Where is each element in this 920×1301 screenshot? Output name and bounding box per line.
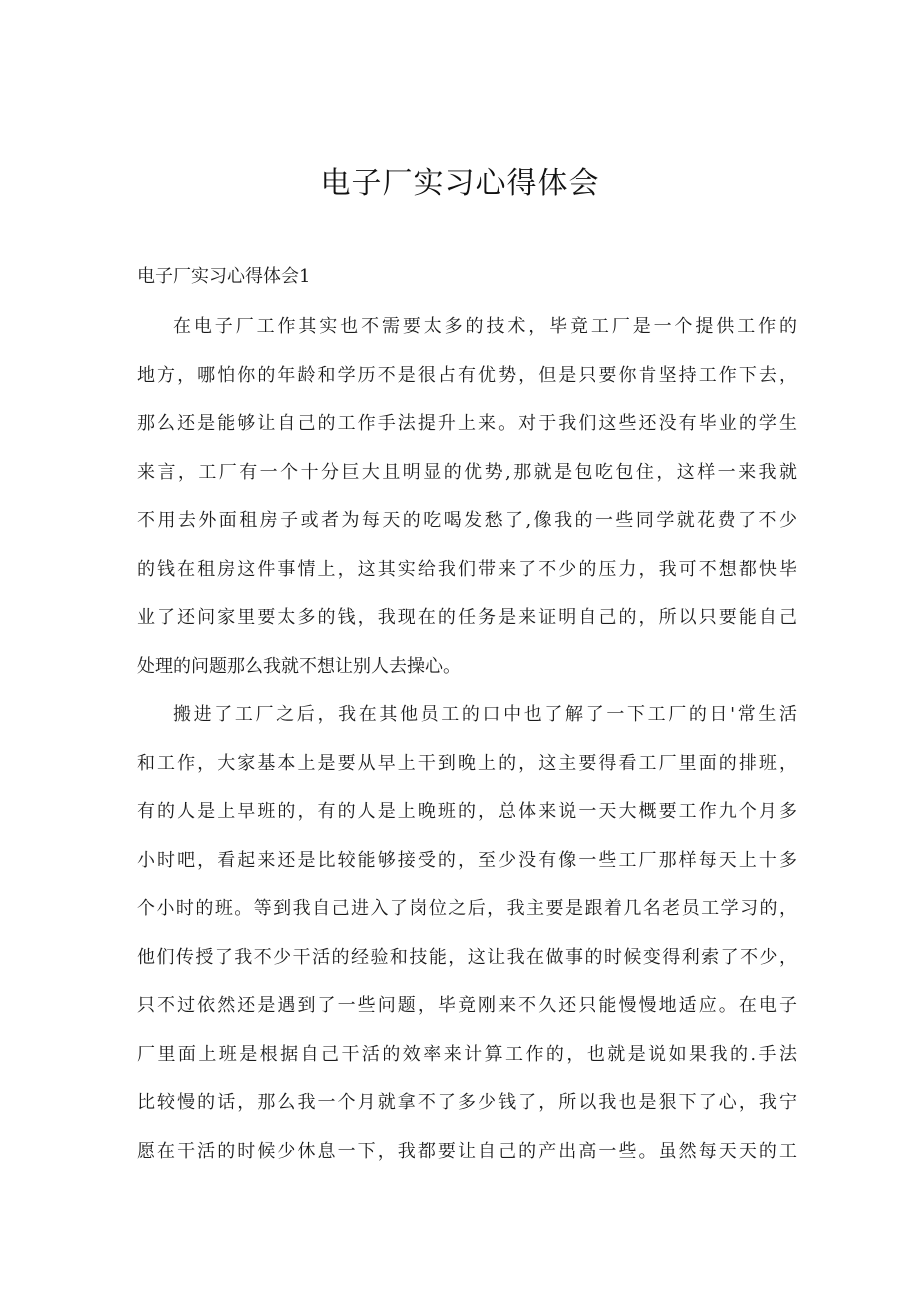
paragraph-1: [137, 303, 797, 691]
paragraph-line: 业了还问家里要太多的钱，我现在的任务是来证明自己的，所以只要能自己: [137, 607, 797, 628]
paragraph-line: 厂里面上班是根据自己干活的效率来计算工作的，也就是说如果我的.手法: [137, 1043, 797, 1065]
paragraph-line: 搬进了工厂之后，我在其他员工的口中也了解了一下工厂的日'常生活: [173, 704, 797, 725]
document-title: 电子厂实习心得体会: [320, 166, 600, 201]
paragraph-line: 和工作，大家基本上是要从早上干到晚上的，这主要得看工厂里面的排班，: [137, 752, 797, 774]
paragraph-line: 愿在干活的时候少休息一下，我都要让自己的产出高一些。虽然每天天的工: [137, 1140, 797, 1162]
paragraph-line: 他们传授了我不少干活的经验和技能，这让我在做事的时候变得利索了不少，: [137, 946, 797, 968]
paragraph-line: 那么还是能够让自己的工作手法提升上来。对于我们这些还没有毕业的学生: [137, 413, 797, 434]
paragraph-2: [137, 691, 797, 1176]
paragraph-line: 比较慢的话，那么我一个月就拿不了多少钱了，所以我也是狠下了心，我宁: [137, 1092, 797, 1113]
paragraph-line: 处理的问题那么我就不想让别人去操心。: [137, 655, 461, 677]
paragraph-line: 不用去外面租房子或者为每天的吃喝发愁了,像我的一些同学就花费了不少: [137, 510, 797, 531]
section-heading: 电子厂实习心得体会1: [137, 266, 311, 287]
paragraph-line: 个小时的班。等到我自己进入了岗位之后，我主要是跟着几名老员工学习的，: [137, 898, 797, 919]
paragraph-line: 来言，工厂有一个十分巨大且明显的优势,那就是包吃包住，这样一来我就: [137, 461, 797, 483]
paragraph-line: 有的人是上早班的，有的人是上晚班的，总体来说一天大概要工作九个月多: [137, 801, 797, 822]
paragraph-line: 在电子厂工作其实也不需要太多的技术，毕竟工厂是一个提供工作的: [173, 316, 797, 337]
paragraph-line: 地方，哪怕你的年龄和学历不是很占有优势，但是只要你肯坚持工作下去，: [137, 364, 797, 386]
paragraph-line: 只不过依然还是遇到了一些问题，毕竟刚来不久还只能慢慢地适应。在电子: [137, 995, 797, 1016]
paragraph-line: 的钱在租房这件事情上，这其实给我们带来了不少的压力，我可不想都快毕: [137, 558, 797, 580]
paragraph-line: 小时吧，看起来还是比较能够接受的，至少没有像一些工厂那样每天上十多: [137, 849, 797, 871]
